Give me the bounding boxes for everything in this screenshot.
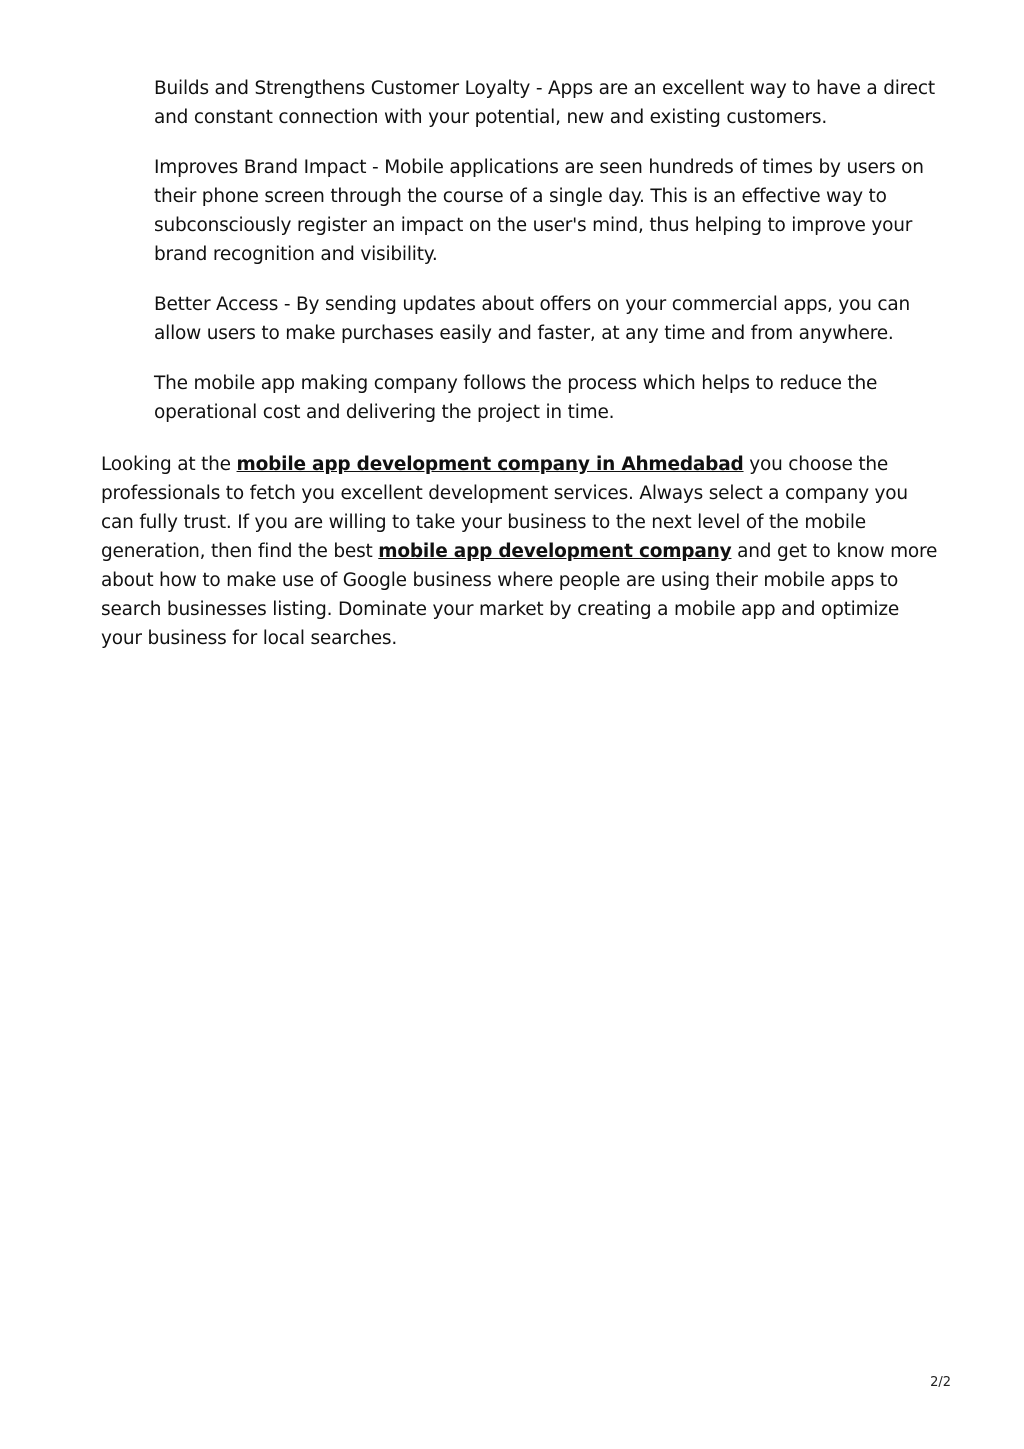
benefits-list — [154, 74, 944, 448]
list-item: Better Access - By sending updates about offers on your commercial apps, you can allow users to make purchases easily and faster, at any time and from anywhere. — [154, 294, 911, 344]
paragraph-text: Looking at the — [101, 454, 237, 475]
list-item: The mobile app making company follows the process which helps to reduce the operational cost and delivering the project in time. — [154, 373, 878, 423]
link-mobile-app-development-company-ahmedabad[interactable]: mobile app development company in Ahmedabad — [236, 454, 744, 475]
closing-paragraph — [101, 450, 941, 653]
link-mobile-app-development-company[interactable]: mobile app development company — [378, 541, 732, 562]
page-number: 2/2 — [930, 1375, 951, 1390]
paragraph-text: and get to know more about how to make use of Google business where people are using their mobile apps to search businesses listing. Dominate your market by creating a mobile app and optimize your business for local searches. — [101, 541, 938, 649]
list-item: Improves Brand Impact - Mobile applications are seen hundreds of times by users on their phone screen through the course of a single day. This is an effective way to subconsciously register an impact on the user's mind, thus helping to improve your brand recognition and visibility. — [154, 157, 924, 265]
list-item: Builds and Strengthens Customer Loyalty - Apps are an excellent way to have a direct and constant connection with your potential, new and existing customers. — [154, 78, 935, 128]
paragraph-text: you choose the professionals to fetch you excellent development services. Always select a company you can fully trust. If you are willing to take your business to the next level of the mobile generation, then find the best — [101, 454, 908, 562]
